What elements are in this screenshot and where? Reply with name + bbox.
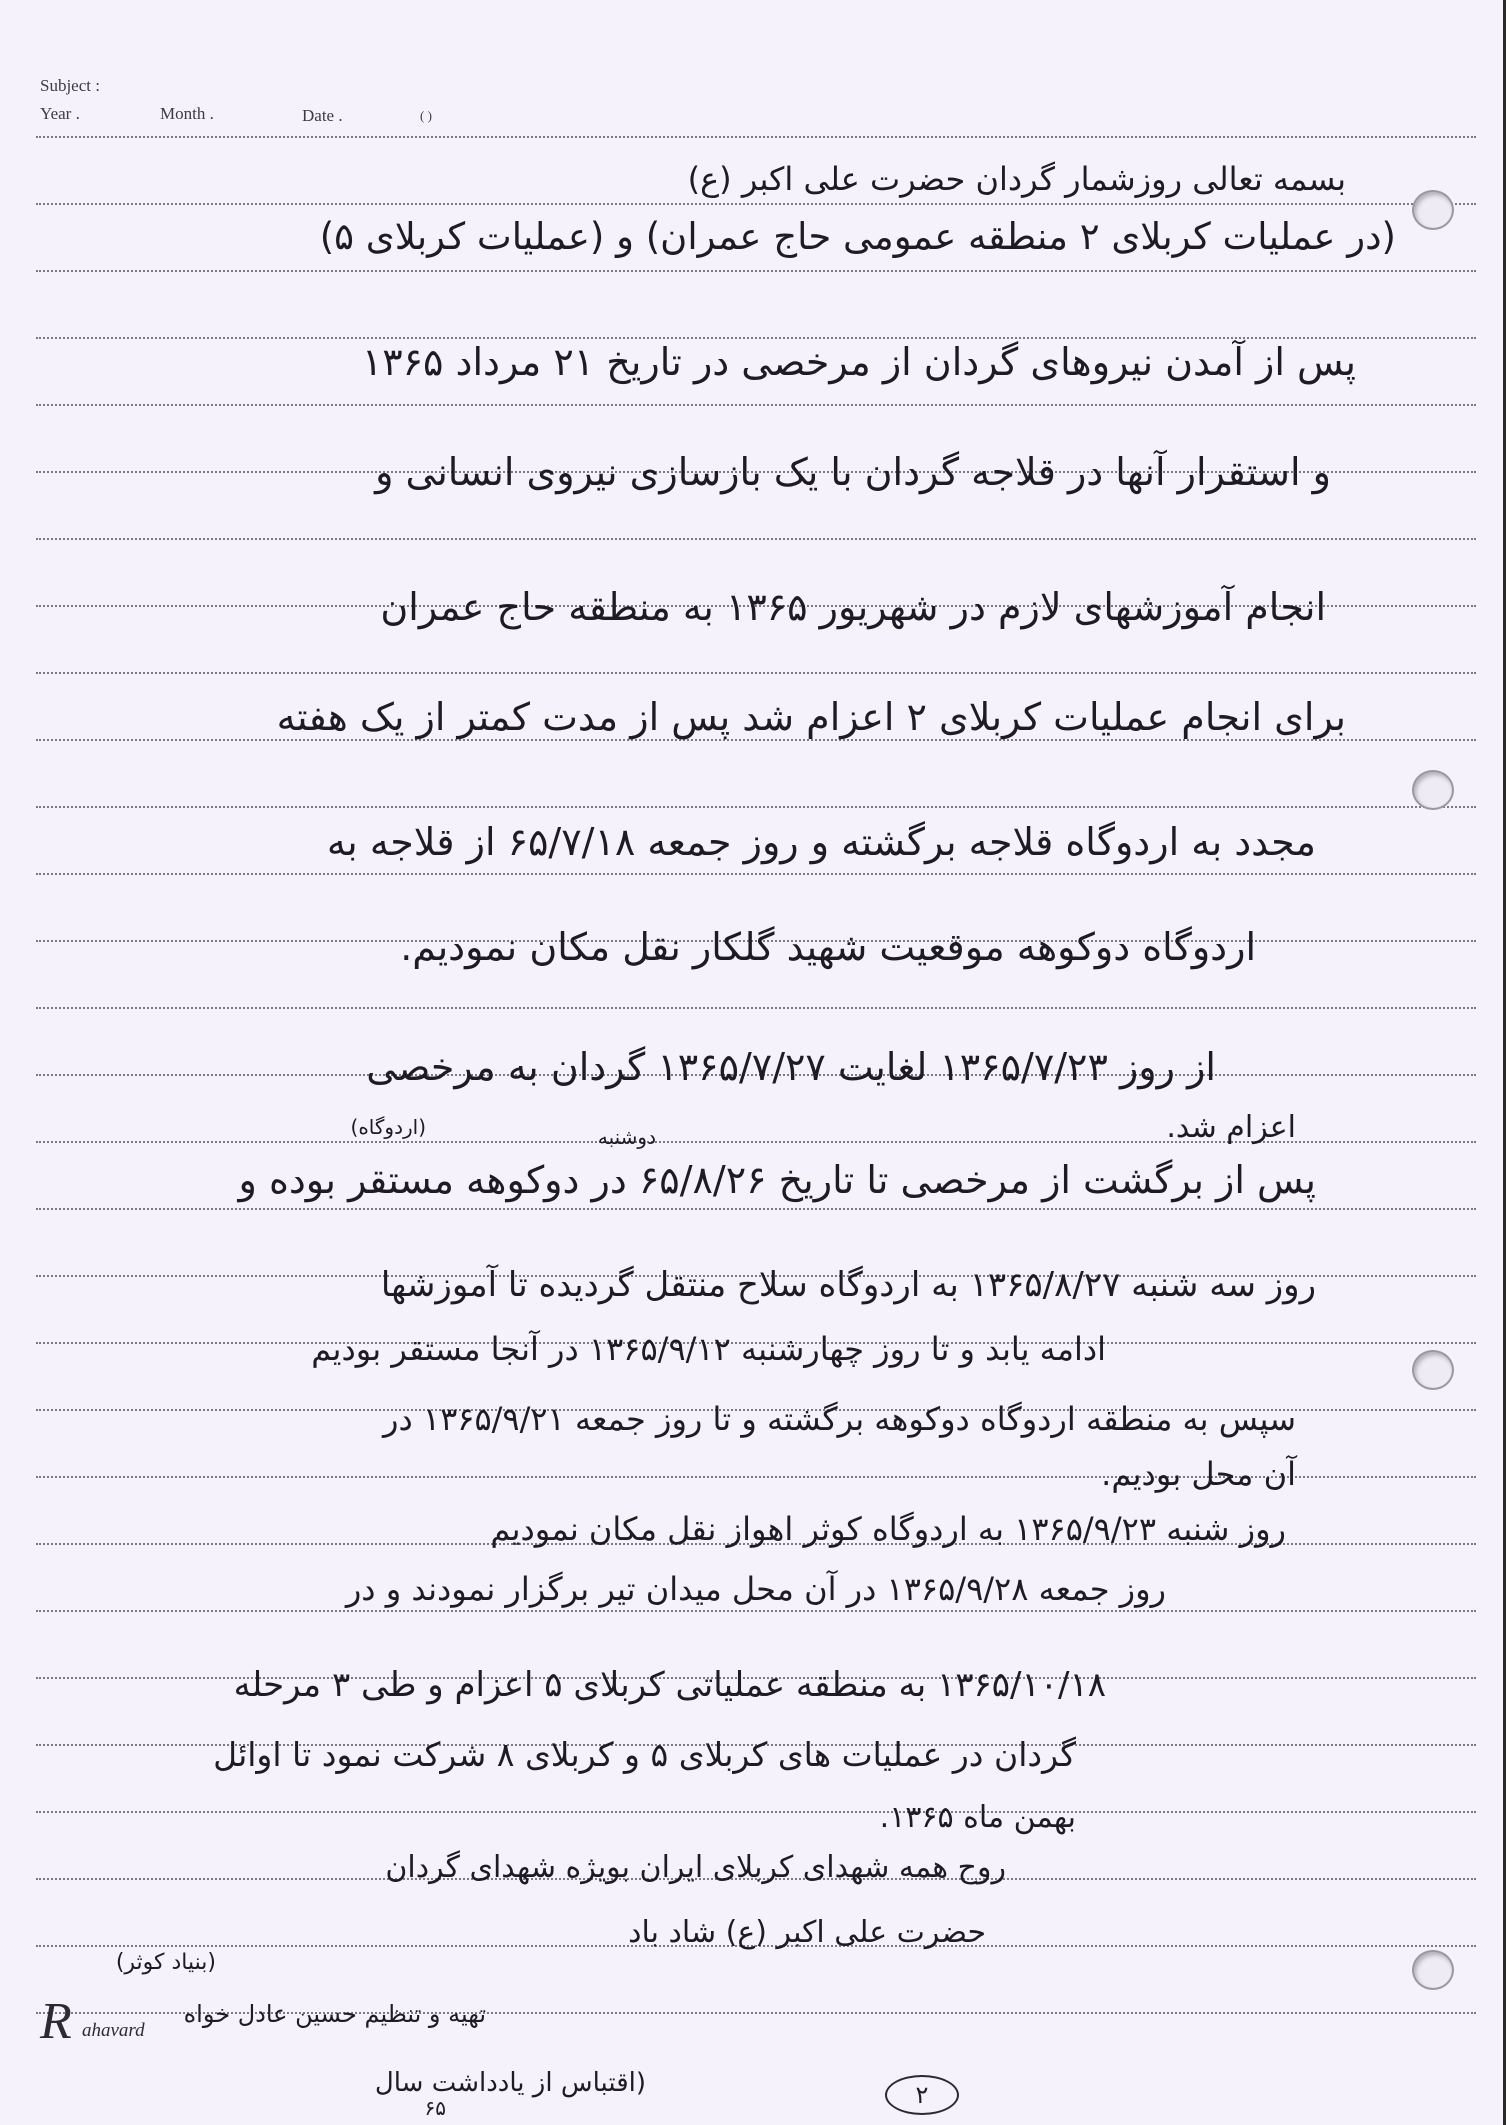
note-author: تهیه و تنظیم حسین عادل خواه <box>183 2000 486 2028</box>
ruled-line <box>36 873 1476 875</box>
body-line-9: پس از برگشت از مرخصی تا تاریخ ۶۵/۸/۲۶ در دوکوهه مستقر بوده و <box>238 1158 1316 1202</box>
ruled-line <box>36 739 1476 741</box>
ruled-line <box>36 1811 1476 1813</box>
body-line-3: انجام آموزشهای لازم در شهریور ۱۳۶۵ به منطقه حاج عمران <box>380 585 1326 629</box>
body-line-5: مجدد به اردوگاه قلاجه برگشته و روز جمعه ۶۵/۷/۱۸ از قلاجه به <box>326 820 1316 864</box>
ruled-line <box>36 270 1476 272</box>
note-monday: دوشنبه <box>597 1125 656 1149</box>
ruled-line <box>36 203 1476 205</box>
page-number: ۲ <box>885 2075 959 2115</box>
ruled-line <box>36 1007 1476 1009</box>
body-line-14: روز شنبه ۱۳۶۵/۹/۲۳ به اردوگاه کوثر اهواز نقل مکان نمودیم <box>490 1510 1286 1548</box>
date-label: Date . <box>302 106 343 125</box>
title-line: بسمه تعالی روزشمار گردان حضرت علی اکبر (ع) <box>687 160 1346 198</box>
body-line-10: روز سه شنبه ۱۳۶۵/۸/۲۷ به اردوگاه سلاح منتقل گردیده تا آموزشها <box>380 1265 1316 1305</box>
body-line-11: ادامه یابد و تا روز چهارشنبه ۱۳۶۵/۹/۱۲ در آنجا مستقر بودیم <box>311 1330 1106 1368</box>
body-line-13: آن محل بودیم. <box>1101 1455 1296 1493</box>
rahavard-logo <box>40 1990 215 2050</box>
ruled-line <box>36 136 1476 138</box>
logo-text: ahavard <box>82 2020 145 2041</box>
body-line-1: پس از آمدن نیروهای گردان از مرخصی در تاریخ ۲۱ مرداد ۱۳۶۵ <box>361 340 1356 384</box>
body-line-15: روز جمعه ۱۳۶۵/۹/۲۸ در آن محل میدان تیر برگزار نمودند و در <box>345 1570 1166 1608</box>
body-line-6: اردوگاه دوکوهه موقعیت شهید گلکار نقل مکان نمودیم. <box>400 925 1256 969</box>
body-line-18: بهمن ماه ۱۳۶۵. <box>879 1800 1076 1835</box>
logo-letter: R <box>40 1993 72 2050</box>
binder-hole <box>1412 190 1454 230</box>
subject-label: Subject : <box>40 76 100 95</box>
body-line-4: برای انجام عملیات کربلای ۲ اعزام شد پس از مدت کمتر از یک هفته <box>276 695 1346 739</box>
body-line-2: و استقرار آنها در قلاجه گردان با یک بازسازی نیروی انسانی و <box>375 450 1331 494</box>
note-camp: (اردوگاه) <box>350 1115 426 1139</box>
note-source: (اقتباس از یادداشت سال <box>374 2068 646 2098</box>
date-parentheses: ( ) <box>420 108 432 123</box>
closing-line-2: حضرت علی اکبر (ع) شاد باد <box>628 1915 986 1950</box>
ruled-line <box>36 1610 1476 1612</box>
ruled-line <box>36 404 1476 406</box>
ruled-line <box>36 538 1476 540</box>
binder-hole <box>1412 770 1454 810</box>
body-line-17: گردان در عملیات های کربلای ۵ و کربلای ۸ شرکت نمود تا اوائل <box>213 1735 1076 1774</box>
binder-hole <box>1412 1350 1454 1390</box>
ruled-line <box>36 337 1476 339</box>
year-label: Year . <box>40 104 80 123</box>
month-label: Month . <box>160 104 214 123</box>
subtitle-line: (در عملیات کربلای ۲ منطقه عمومی حاج عمران) و (عملیات کربلای ۵) <box>319 215 1396 258</box>
body-line-16: ۱۳۶۵/۱۰/۱۸ به منطقه عملیاتی کربلای ۵ اعزام و طی ۳ مرحله <box>233 1665 1106 1705</box>
body-line-8: اعزام شد. <box>1166 1110 1296 1145</box>
note-year: ۶۵ <box>424 2096 446 2120</box>
ruled-line <box>36 1208 1476 1210</box>
ruled-line <box>36 806 1476 808</box>
body-line-12: سپس به منطقه اردوگاه دوکوهه برگشته و تا روز جمعه ۱۳۶۵/۹/۲۱ در <box>383 1400 1296 1438</box>
closing-line-1: روح همه شهدای کربلای ایران بویژه شهدای گردان <box>385 1850 1006 1885</box>
note-foundation: (بنیاد کوثر) <box>115 1950 216 1975</box>
ruled-line <box>36 672 1476 674</box>
body-line-7: از روز ۱۳۶۵/۷/۲۳ لغایت ۱۳۶۵/۷/۲۷ گردان به مرخصی <box>366 1045 1216 1089</box>
binder-hole <box>1412 1950 1454 1990</box>
